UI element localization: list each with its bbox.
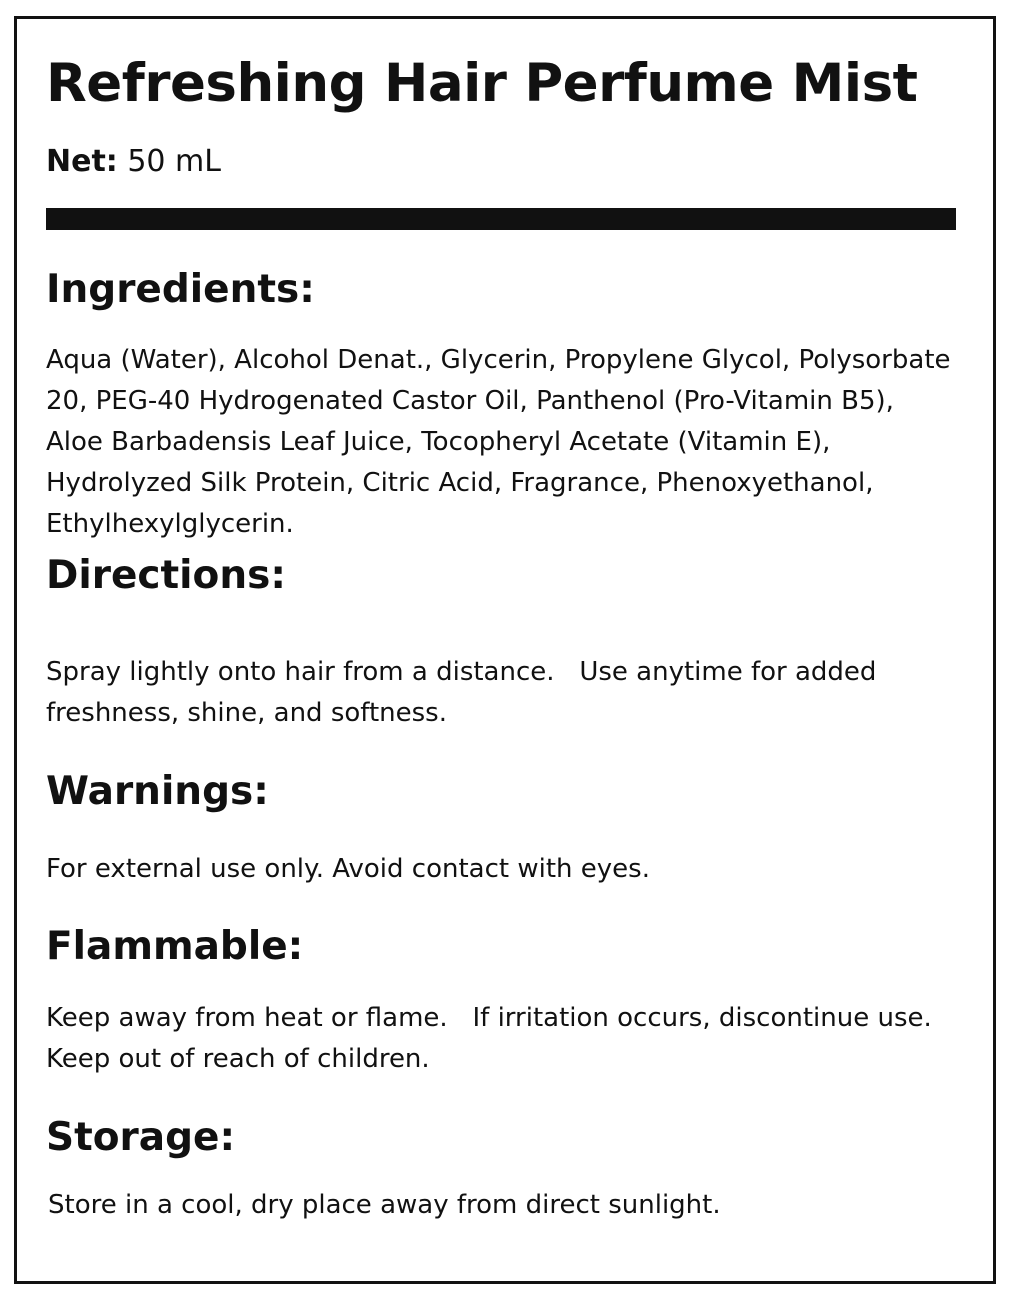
directions-text: Spray lightly onto hair from a distance. Use anytime for added freshness, shine, and softness. <box>46 657 885 728</box>
warnings-text: For external use only. Avoid contact with eyes. <box>46 854 650 884</box>
storage-heading: Storage: <box>46 1115 236 1160</box>
warnings-heading: Warnings: <box>46 769 269 814</box>
net-value: 50 mL <box>127 144 221 179</box>
divider-bar <box>46 208 956 230</box>
net-label: Net: <box>46 144 118 179</box>
ingredients-text: Aqua (Water), Alcohol Denat., Glycerin, Propylene Glycol, Polysorbate 20, PEG-40 Hydrogenated Castor Oil, Panthenol (Pro-Vitamin B5), Aloe Barbadensis Leaf Juice, Tocopheryl Acetate (Vitamin E), Hydrolyzed Silk Protein, Citric Acid, Fragrance, Phenoxyethanol, Ethylhexylglycerin. <box>46 345 959 539</box>
product-title: Refreshing Hair Perfume Mist <box>46 53 918 114</box>
storage-text: Store in a cool, dry place away from direct sunlight. <box>48 1190 721 1220</box>
net-volume <box>46 140 221 184</box>
flammable-text: Keep away from heat or flame. If irritation occurs, discontinue use. Keep out of reach of children. <box>46 1003 957 1074</box>
flammable-heading: Flammable: <box>46 924 304 969</box>
directions-heading: Directions: <box>46 553 286 598</box>
ingredients-heading: Ingredients: <box>46 267 315 312</box>
label-frame <box>14 16 996 1284</box>
